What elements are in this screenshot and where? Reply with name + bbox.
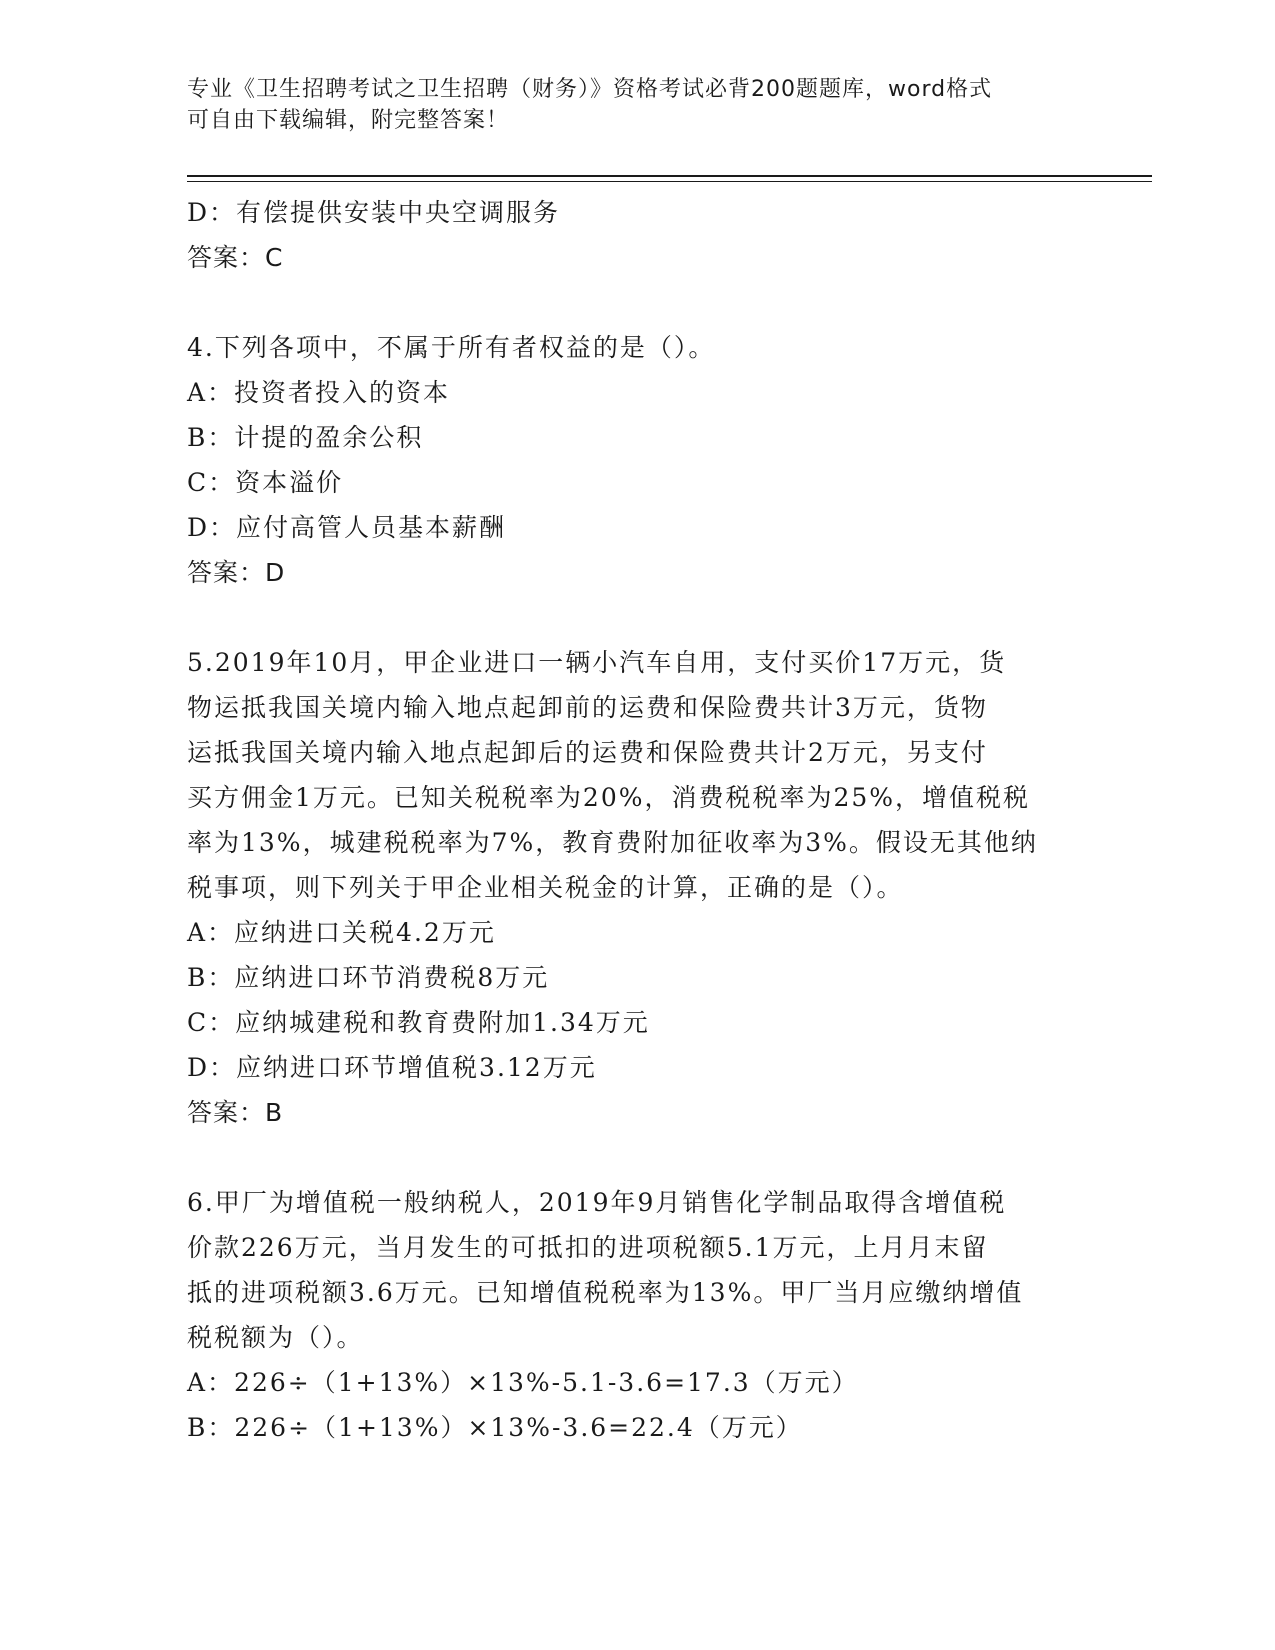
- spacer: [187, 595, 1087, 640]
- option-b: B：计提的盈余公积: [187, 423, 424, 452]
- question-stem-line: 6.甲厂为增值税一般纳税人，2019年9月销售化学制品取得含增值税: [187, 1188, 1007, 1217]
- question-stem-line: 税事项，则下列关于甲企业相关税金的计算，正确的是（）。: [187, 873, 904, 902]
- question-3: [187, 190, 1087, 280]
- question-5: [187, 640, 1087, 1135]
- option-d: D：应纳进口环节增值税3.12万元: [187, 1053, 597, 1082]
- option-d: D：有偿提供安装中央空调服务: [187, 198, 561, 227]
- question-stem-line: 物运抵我国关境内输入地点起卸前的运费和保险费共计3万元，货物: [187, 693, 988, 722]
- question-stem-line: 税税额为（）。: [187, 1323, 364, 1352]
- question-stem-line: 抵的进项税额3.6万元。已知增值税税率为13%。甲厂当月应缴纳增值: [187, 1278, 1024, 1307]
- question-stem-line: 5.2019年10月，甲企业进口一辆小汽车自用，支付买价17万元，货: [187, 648, 1007, 677]
- header-line-2: 可自由下载编辑，附完整答案！: [187, 108, 510, 133]
- option-a: A：投资者投入的资本: [187, 378, 451, 407]
- question-4: [187, 325, 1087, 595]
- option-c: C：资本溢价: [187, 468, 344, 497]
- answer: 答案：D: [187, 558, 286, 587]
- question-stem-line: 价款226万元，当月发生的可抵扣的进项税额5.1万元，上月月末留: [187, 1233, 989, 1262]
- header-rule-thin: [187, 181, 1152, 182]
- option-b: B：应纳进口环节消费税8万元: [187, 963, 550, 992]
- answer: 答案：B: [187, 1098, 284, 1127]
- question-6: [187, 1180, 1087, 1450]
- question-stem-line: 买方佣金1万元。已知关税税率为20%，消费税税率为25%，增值税税: [187, 783, 1031, 812]
- question-stem-line: 运抵我国关境内输入地点起卸后的运费和保险费共计2万元，另支付: [187, 738, 988, 767]
- document-body: [187, 190, 1087, 1450]
- header-rule-thick: [187, 175, 1152, 177]
- question-stem-line: 率为13%，城建税税率为7%，教育费附加征收率为3%。假设无其他纳: [187, 828, 1038, 857]
- answer: 答案：C: [187, 243, 284, 272]
- option-a: A：应纳进口关税4.2万元: [187, 918, 496, 947]
- spacer: [187, 1135, 1087, 1180]
- option-c: C：应纳城建税和教育费附加1.34万元: [187, 1008, 650, 1037]
- option-d: D：应付高管人员基本薪酬: [187, 513, 507, 542]
- header-line-1: 专业《卫生招聘考试之卫生招聘（财务）》资格考试必背200题题库，word格式: [187, 77, 993, 102]
- option-b: B：226÷（1+13%）×13%-3.6=22.4（万元）: [187, 1413, 803, 1442]
- question-stem: 4.下列各项中，不属于所有者权益的是（）。: [187, 333, 716, 362]
- option-a: A：226÷（1+13%）×13%-5.1-3.6=17.3（万元）: [187, 1368, 859, 1397]
- spacer: [187, 280, 1087, 325]
- document-header: [187, 74, 1087, 136]
